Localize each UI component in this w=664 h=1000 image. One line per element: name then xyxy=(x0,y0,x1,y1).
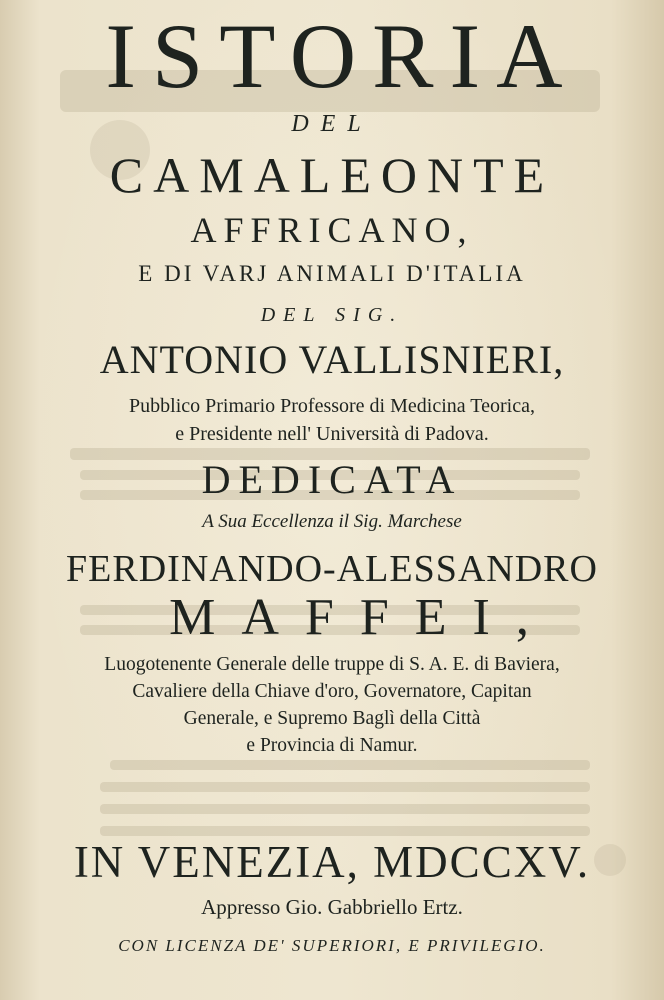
dedicatee-title-line: Luogotenente Generale delle truppe di S. A. E. di Baviera, xyxy=(104,654,560,675)
dedication-heading: DEDICATA xyxy=(201,457,463,502)
author-role-line2: e Presidente nell' Università di Padova. xyxy=(175,423,489,445)
author-role-line1: Pubblico Primario Professore di Medicina Teorica, xyxy=(129,395,535,417)
licence-statement: CON LICENZA DE' SUPERIORI, E PRIVILEGIO. xyxy=(118,936,546,955)
dedicatee-given-names: FERDINANDO-ALESSANDRO xyxy=(66,548,598,590)
book-subject: CAMALEONTE xyxy=(109,147,555,203)
dedication-intro: A Sua Eccellenza il Sig. Marchese xyxy=(202,511,462,532)
book-title: ISTORIA xyxy=(105,5,579,107)
publisher: Appresso Gio. Gabbriello Ertz. xyxy=(201,895,463,919)
book-subject-line3: E DI VARJ ANIMALI D'ITALIA xyxy=(138,261,526,286)
dedicatee-title-line: Generale, e Supremo Baglì della Città xyxy=(183,708,481,729)
dedicatee-title-line: Cavaliere della Chiave d'oro, Governatore, Capitan xyxy=(132,681,532,702)
dedicatee-title-line: e Provincia di Namur. xyxy=(246,735,418,756)
dedicatee-surname: MAFFEI, xyxy=(169,589,555,646)
book-subject-line2: AFFRICANO, xyxy=(190,210,474,250)
author-name: ANTONIO VALLISNIERI, xyxy=(99,337,565,382)
author-intro: DEL SIG. xyxy=(260,304,404,326)
imprint-place-date: IN VENEZIA, MDCCXV. xyxy=(73,837,591,887)
title-connector: DEL xyxy=(291,111,373,137)
